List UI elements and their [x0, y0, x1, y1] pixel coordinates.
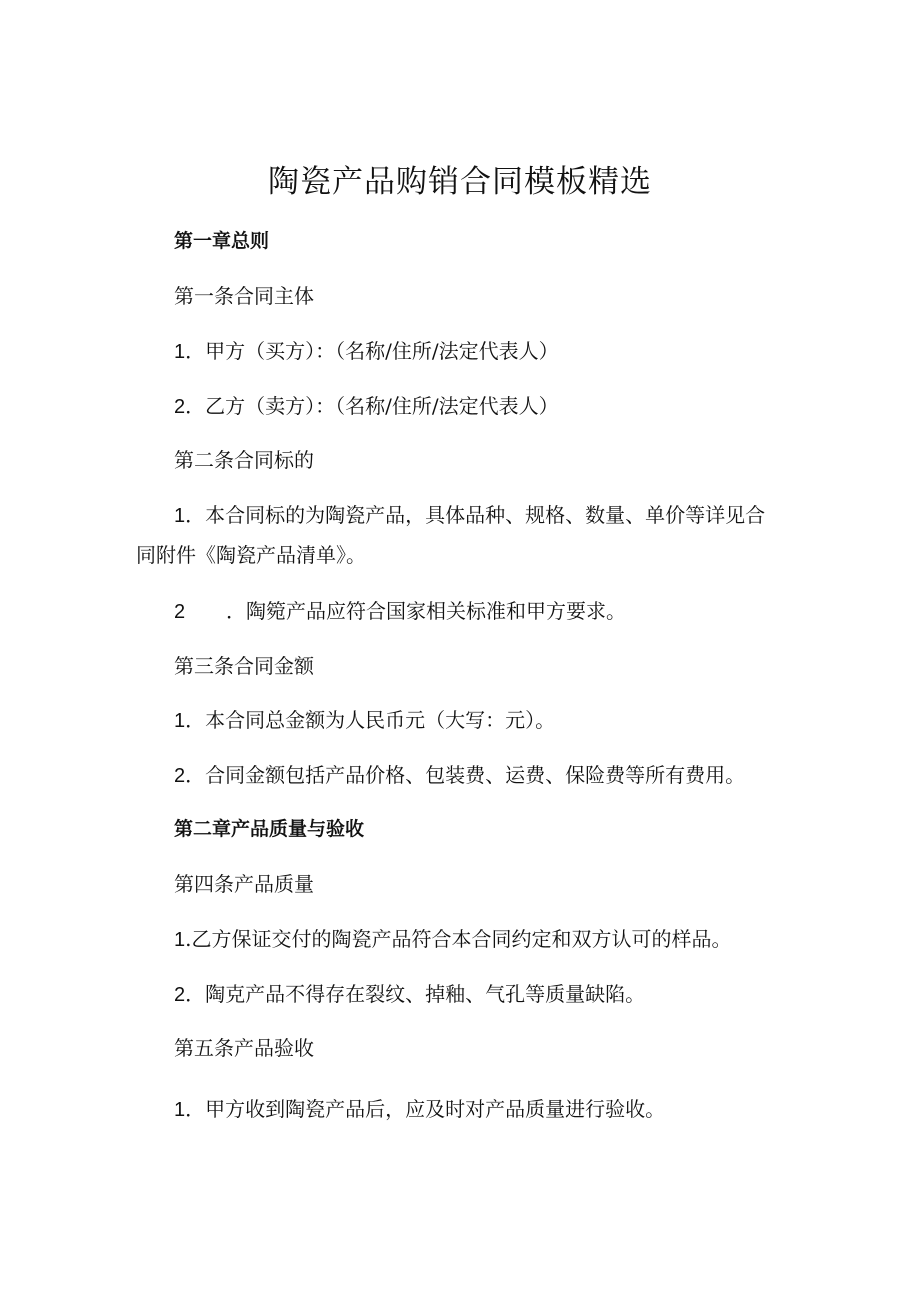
article-3-title: 第三条合同金额	[174, 654, 314, 678]
chapter-1-heading: 第一章总则	[174, 230, 270, 252]
article-3-item-1	[174, 705, 555, 736]
item-text: ．甲方（买方）：（名称/住所/法定代表人）	[185, 339, 559, 363]
article-2-item-1	[174, 500, 765, 531]
item-text: ．本合同标的为陶瓷产品，具体品种、规格、数量、单价等详见合	[185, 503, 766, 527]
item-text: ．陶箢产品应符合国家相关标准和甲方要求。	[226, 599, 626, 623]
item-number: 1	[174, 1099, 186, 1121]
item-text: ．甲方收到陶瓷产品后，应及时对产品质量进行验收。	[185, 1097, 666, 1121]
item-text: ．合同金额包括产品价格、包装费、运费、保险费等所有费用。	[185, 763, 746, 787]
item-number: 1	[174, 341, 186, 363]
item-number: 2	[174, 396, 186, 418]
article-1-title: 第一条合同主体	[174, 284, 314, 308]
item-number: 1	[174, 929, 186, 951]
article-2-title: 第二条合同标的	[174, 448, 314, 472]
item-text: .乙方保证交付的陶瓷产品符合本合同约定和双方认可的样品。	[185, 927, 732, 951]
article-5-title: 第五条产品验收	[174, 1036, 314, 1060]
item-text: ．陶克产品不得存在裂纹、掉釉、气孔等质量缺陷。	[185, 982, 646, 1006]
article-2-item-2	[174, 596, 626, 627]
item-number: 2	[174, 765, 186, 787]
document-title: 陶瓷产品购销合同模板精选	[268, 164, 652, 200]
article-1-item-1	[174, 336, 559, 367]
item-number: 1	[174, 505, 186, 527]
article-2-item-1-continuation: 同附件《陶瓷产品清单》。	[136, 543, 366, 567]
chapter-2-heading: 第二章产品质量与验收	[174, 818, 365, 840]
article-3-item-2	[174, 760, 745, 791]
item-number: 2	[174, 984, 186, 1006]
item-number: 2	[174, 601, 186, 623]
article-4-title: 第四条产品质量	[174, 872, 314, 896]
item-text: ．本合同总金额为人民币元（大写：元）。	[185, 708, 556, 732]
article-5-item-1	[174, 1094, 665, 1125]
item-number: 1	[174, 710, 186, 732]
article-4-item-2	[174, 979, 645, 1010]
article-4-item-1	[174, 924, 731, 955]
item-text: ．乙方（卖方）：（名称/住所/法定代表人）	[185, 394, 559, 418]
article-1-item-2	[174, 391, 559, 422]
